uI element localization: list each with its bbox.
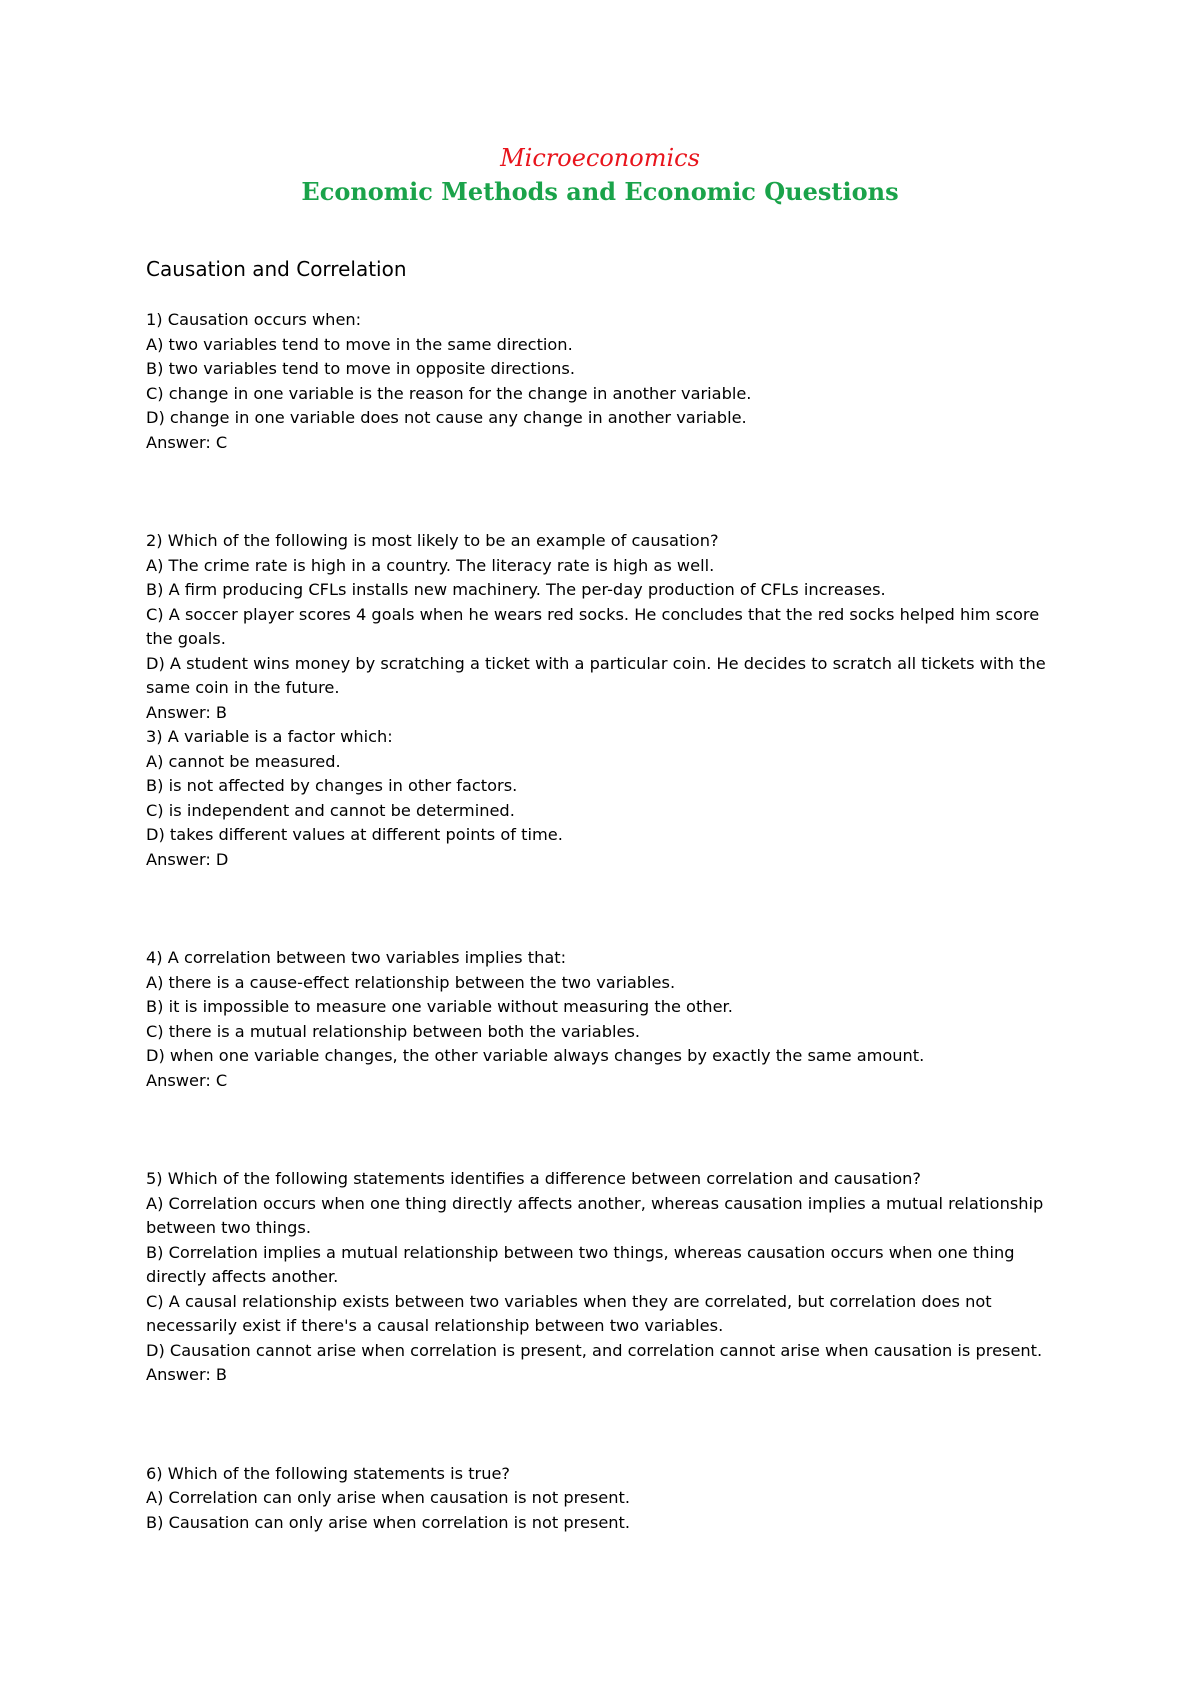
answer-option: A) Correlation occurs when one thing directly affects another, whereas causation implies a mutual relationship between two things. (146, 1193, 1044, 1237)
question-stem: 4) A correlation between two variables implies that: (146, 948, 567, 967)
answer-key: Answer: D (146, 849, 229, 869)
answer-option: C) change in one variable is the reason for the change in another variable. (146, 383, 752, 403)
answer-key: Answer: B (146, 702, 228, 722)
answer-key: Answer: C (146, 432, 228, 452)
answer-option: D) change in one variable does not cause any change in another variable. (146, 408, 747, 427)
answer-option: D) when one variable changes, the other variable always changes by exactly the same amount. (146, 1046, 925, 1065)
question-4 (146, 946, 1066, 1093)
question-5 (146, 1167, 1066, 1388)
answer-option: A) Correlation can only arise when causation is not present. (146, 1488, 631, 1507)
spacer (146, 872, 1066, 946)
answer-option: A) two variables tend to move in the same direction. (146, 334, 573, 354)
answer-key: Answer: C (146, 1070, 228, 1090)
title-block (0, 141, 1200, 209)
answer-option: A) The crime rate is high in a country. The literacy rate is high as well. (146, 555, 715, 575)
answer-option: B) is not affected by changes in other factors. (146, 776, 518, 795)
answer-option: D) A student wins money by scratching a ticket with a particular coin. He decides to scratch all tickets with the same coin in the future. (146, 653, 1046, 697)
answer-option: C) is independent and cannot be determined. (146, 800, 515, 820)
answer-option: B) Causation can only arise when correlation is not present. (146, 1512, 631, 1532)
answer-option: B) Correlation implies a mutual relationship between two things, whereas causation occurs when one thing directly affects another. (146, 1242, 1015, 1286)
answer-option: D) Causation cannot arise when correlation is present, and correlation cannot arise when causation is present. (146, 1340, 1043, 1360)
answer-option: B) A firm producing CFLs installs new machinery. The per-day production of CFLs increases. (146, 580, 886, 599)
spacer (146, 455, 1066, 529)
question-stem: 1) Causation occurs when: (146, 310, 362, 329)
spacer (146, 1388, 1066, 1462)
course-title: Microeconomics (500, 144, 700, 172)
answer-key: Answer: B (146, 1365, 228, 1384)
question-stem: 5) Which of the following statements identifies a difference between correlation and causation? (146, 1169, 921, 1188)
question-3 (146, 725, 1066, 872)
answer-option: B) two variables tend to move in opposite directions. (146, 359, 575, 378)
chapter-title: Economic Methods and Economic Questions (301, 177, 899, 206)
answer-option: B) it is impossible to measure one variable without measuring the other. (146, 997, 733, 1016)
answer-option: C) A causal relationship exists between two variables when they are correlated, but correlation does not necessarily exist if there's a causal relationship between two variables. (146, 1291, 992, 1335)
question-stem: 3) A variable is a factor which: (146, 727, 393, 746)
question-stem: 6) Which of the following statements is true? (146, 1463, 511, 1483)
answer-option: A) cannot be measured. (146, 751, 341, 771)
answer-option: C) there is a mutual relationship between both the variables. (146, 1021, 641, 1041)
question-stem: 2) Which of the following is most likely to be an example of causation? (146, 531, 719, 550)
question-6 (146, 1462, 1066, 1536)
answer-option: A) there is a cause-effect relationship between the two variables. (146, 972, 676, 992)
question-content (146, 255, 1066, 1535)
answer-option: C) A soccer player scores 4 goals when he wears red socks. He concludes that the red socks helped him score the goals. (146, 604, 1040, 648)
question-1 (146, 308, 1066, 455)
spacer (146, 1093, 1066, 1167)
section-title: Causation and Correlation (146, 257, 407, 281)
answer-option: D) takes different values at different points of time. (146, 825, 563, 844)
question-2 (146, 529, 1066, 725)
